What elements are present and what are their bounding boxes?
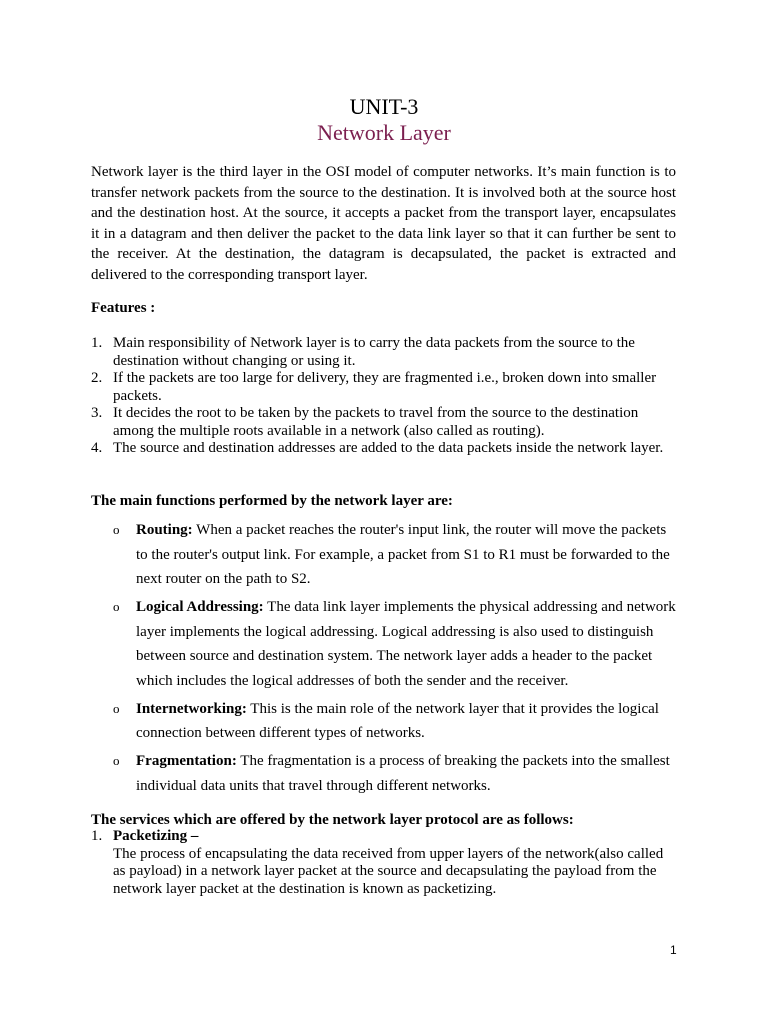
- list-item-text: Main responsibility of Network layer is to carry the data packets from the source to the destination without changing or using it.: [113, 335, 635, 369]
- page-title: Network Layer: [317, 120, 451, 145]
- list-number: 3.: [91, 405, 103, 421]
- bullet-icon: o: [113, 599, 120, 614]
- function-term: Routing:: [136, 522, 193, 538]
- functions-list: [113, 518, 678, 802]
- list-item-text: If the packets are too large for delivery, they are fragmented i.e., broken down into smaller packets.: [113, 370, 657, 404]
- services-heading: The services which are offered by the network layer protocol are as follows:: [91, 812, 574, 828]
- list-item: [113, 595, 678, 693]
- list-item: [113, 697, 678, 746]
- service-description: The process of encapsulating the data received from upper layers of the network(also called as payload) in a network layer packet at the source and decapsulating the payload from the network layer packet at the destination is known as packetizing.: [113, 845, 664, 897]
- list-item-text: It decides the root to be taken by the packets to travel from the source to the destination among the multiple roots available in a network (also called as routing).: [113, 405, 639, 439]
- function-term: Fragmentation:: [136, 753, 237, 769]
- intro-paragraph: Network layer is the third layer in the OSI model of computer networks. It’s main function is to transfer network packets from the source to the destination. It is involved both at the source host and the destination host. At the source, it accepts a packet from the transport layer, encapsulates it in a datagram and then deliver the packet to the data link layer so that it can further be sent to the receiver. At the destination, the datagram is decapsulated, the packet is extracted and delivered to the corresponding transport layer.: [91, 164, 676, 283]
- function-text: This is the main role of the network layer that it provides the logical connection between different types of networks.: [136, 700, 659, 741]
- bullet-icon: o: [113, 753, 120, 768]
- list-item: [113, 518, 678, 592]
- list-item: [91, 335, 676, 370]
- page-number: 1: [670, 943, 677, 957]
- list-item-text: The source and destination addresses are added to the data packets inside the network layer.: [113, 440, 664, 456]
- function-term: Logical Addressing:: [136, 599, 264, 615]
- function-text: The data link layer implements the physical addressing and network layer implements the logical addressing. Logical addressing is also used to distinguish between source and destination system. The network layer adds a header to the packet which includes the logical addresses of both the sender and the receiver.: [136, 599, 676, 689]
- features-list: [91, 335, 676, 458]
- unit-heading: UNIT-3: [349, 94, 419, 119]
- services-list: [91, 828, 676, 898]
- service-term: Packetizing –: [113, 828, 199, 844]
- bullet-icon: o: [113, 522, 120, 537]
- list-number: 1.: [91, 335, 103, 351]
- list-number: 1.: [91, 828, 103, 844]
- bullet-icon: o: [113, 700, 120, 716]
- list-item: [91, 828, 676, 898]
- list-number: 2.: [91, 370, 103, 386]
- list-number: 4.: [91, 440, 103, 456]
- features-heading: Features :: [91, 300, 156, 316]
- list-item: [91, 370, 676, 405]
- list-item: [91, 405, 676, 440]
- function-text: The fragmentation is a process of breaking the packets into the smallest individual data units that travel through different networks.: [136, 753, 670, 794]
- list-item: [113, 749, 678, 798]
- function-text: When a packet reaches the router's input link, the router will move the packets to the router's output link. For example, a packet from S1 to R1 must be forwarded to the next router on the path to S2.: [136, 522, 670, 587]
- functions-heading: The main functions performed by the network layer are:: [91, 493, 453, 509]
- list-item: [91, 440, 676, 458]
- function-term: Internetworking:: [136, 700, 247, 717]
